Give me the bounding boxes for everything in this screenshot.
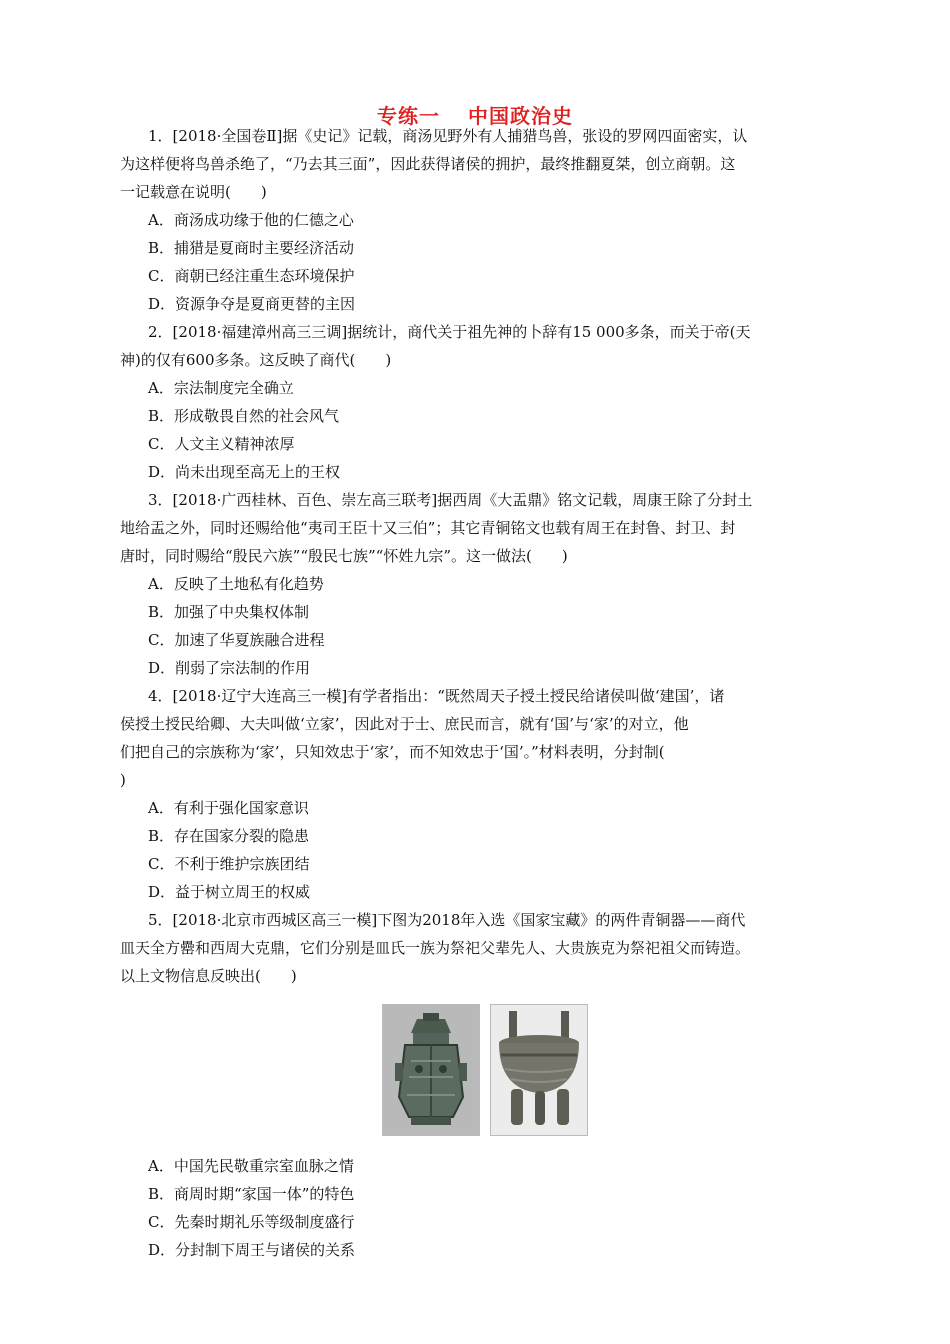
question-stem-line: 侯授土授民给卿、大夫叫做‘立家’，因此对于士、庶民而言，就有‘国’与‘家’的对立，他 (120, 715, 689, 733)
question-stem-line: 地给盂之外，同时还赐给他“夷司王臣十又三伯”；其它青铜铭文也载有周王在封鲁、封卫、封 (120, 519, 736, 537)
question-stem-line: 2．[2018·福建漳州高三三调]据统计，商代关于祖先神的卜辞有15 000多条，而关于帝(天 (148, 323, 751, 341)
option-a: A．宗法制度完全确立 (148, 379, 294, 397)
bronze-vessels-figure (120, 1004, 832, 1140)
title-topic: 中国政治史 (468, 104, 573, 128)
option-b: B．形成敬畏自然的社会风气 (148, 407, 340, 425)
option-b: B．存在国家分裂的隐患 (148, 827, 310, 845)
option-d: D．尚未出现至高无上的王权 (148, 463, 341, 481)
question-stem-line: 4．[2018·辽宁大连高三一模]有学者指出：“既然周天子授土授民给诸侯叫做‘建国’，诸 (148, 687, 725, 705)
option-a: A．中国先民敬重宗室血脉之情 (148, 1157, 354, 1175)
option-c: C．先秦时期礼乐等级制度盛行 (148, 1213, 355, 1231)
question-stem-line: ) (120, 771, 126, 789)
question-3 (120, 486, 832, 682)
option-d: D．削弱了宗法制的作用 (148, 659, 311, 677)
option-c: C．加速了华夏族融合进程 (148, 631, 325, 649)
option-d: D．资源争夺是夏商更替的主因 (148, 295, 356, 313)
option-b: B．捕猎是夏商时主要经济活动 (148, 239, 355, 257)
question-stem-line: 为这样便将鸟兽杀绝了，“乃去其三面”，因此获得诸侯的拥护，最终推翻夏桀，创立商朝。这 (120, 155, 736, 173)
option-b: B．商周时期“家国一体”的特色 (148, 1185, 355, 1203)
fanglei-vessel-image (382, 1004, 480, 1136)
question-stem-line: 5．[2018·北京市西城区高三一模]下图为2018年入选《国家宝藏》的两件青铜器——商代 (148, 911, 746, 929)
question-stem-line: 1．[2018·全国卷Ⅱ]据《史记》记载，商汤见野外有人捕猎鸟兽，张设的罗网四面密实，认 (148, 127, 748, 145)
question-5 (120, 906, 832, 1264)
question-stem-line: 一记载意在说明( ) (120, 183, 267, 201)
option-c: C．人文主义精神浓厚 (148, 435, 295, 453)
question-stem-line: 神)的仅有600多条。这反映了商代( ) (120, 351, 392, 369)
title-series: 专练一 (377, 104, 440, 128)
option-c: C．不利于维护宗族团结 (148, 855, 310, 873)
question-2 (120, 318, 832, 486)
question-stem-line: 们把自己的宗族称为‘家’，只知效忠于‘家’，而不知效忠于‘国’。”材料表明，分封制( (120, 743, 665, 761)
option-a: A．商汤成功缘于他的仁德之心 (148, 211, 354, 229)
option-b: B．加强了中央集权体制 (148, 603, 310, 621)
question-stem-line: 唐时，同时赐给“殷民六族”“殷民七族”“怀姓九宗”。这一做法( ) (120, 547, 568, 565)
question-stem-line: 3．[2018·广西桂林、百色、崇左高三联考]据西周《大盂鼎》铭文记载，周康王除了分封土 (148, 491, 753, 509)
option-a: A．反映了土地私有化趋势 (148, 575, 324, 593)
question-4 (120, 682, 832, 906)
question-1 (120, 122, 832, 318)
option-d: D．分封制下周王与诸侯的关系 (148, 1241, 356, 1259)
question-stem-line: 皿天全方罍和西周大克鼎，它们分别是皿氏一族为祭祀父辈先人、大贵族克为祭祀祖父而铸造。 (120, 939, 751, 957)
option-d: D．益于树立周王的权威 (148, 883, 311, 901)
option-a: A．有利于强化国家意识 (148, 799, 309, 817)
option-c: C．商朝已经注重生态环境保护 (148, 267, 355, 285)
question-stem-line: 以上文物信息反映出( ) (120, 967, 297, 985)
da-ke-ding-image (490, 1004, 588, 1136)
question-list (120, 122, 832, 1264)
